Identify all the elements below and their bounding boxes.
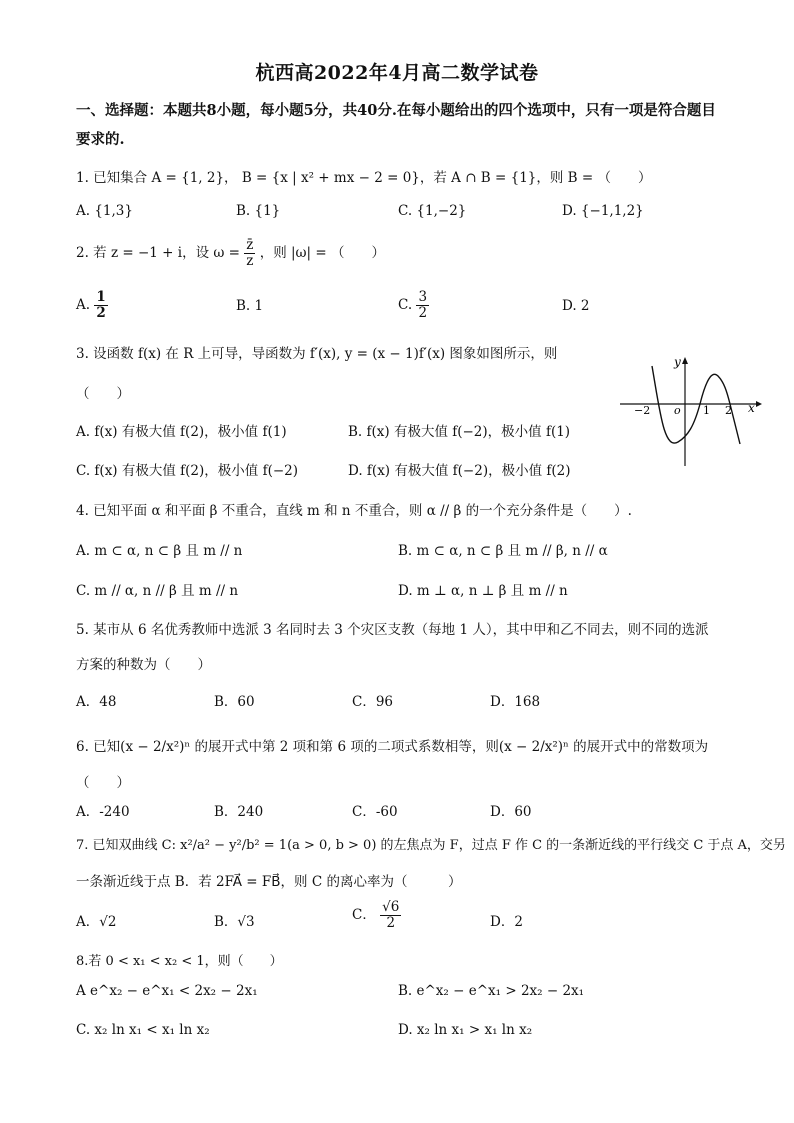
q7-option-b: B．√3 [214,914,255,930]
q2-stem-post: ，则 |ω| = （ ） [259,244,385,261]
y-axis-arrow [682,357,688,364]
q6-option-a: A．-240 [76,804,130,820]
q5-option-a: A．48 [76,694,117,710]
question-5-stem-line1: 5. 某市从 6 名优秀教师中选派 3 名同时去 3 个灾区支教（每地 1 人），其中甲和乙不同去，则不同的选派 [76,622,709,638]
q4-option-a: A. m ⊂ α, n ⊂ β 且 m // n [76,543,243,559]
origin-label: o [674,404,681,417]
question-5-stem-line2: 方案的种数为（ ） [76,657,211,673]
q2-fraction [244,238,255,269]
question-1-stem: 1. 已知集合 A = {1, 2}， B = {x | x² + mx − 2 = 0}，若 A ∩ B = {1}，则 B = （ ） [76,170,652,186]
q2-a-den: 2 [96,304,106,321]
q7-c-num: √6 [382,899,400,915]
question-3-stem: 3. 设函数 f(x) 在 R 上可导，导函数为 f′(x), y = (x − 1)f′(x) 图象如图所示，则 [76,346,558,362]
q3-option-d: D. f(x) 有极大值 f(−2)，极小值 f(2) [348,463,571,479]
exam-title: 杭西高2022年4月高二数学试卷 [255,62,539,84]
q5-option-c: C．96 [352,694,394,710]
q2-frac-den: z [246,252,254,269]
q6-option-b: B．240 [214,804,264,820]
q2-stem-pre: 2. 若 z = −1 + i，设 ω = [76,244,240,261]
q8-option-d: D. x₂ ln x₁ > x₁ ln x₂ [398,1022,533,1038]
q5-option-d: D．168 [490,694,541,710]
question-6-stem-line1: 6. 已知(x − 2/x²)ⁿ 的展开式中第 2 项和第 6 项的二项式系数相等，则(x − 2/x²)ⁿ 的展开式中的常数项为 [76,739,709,755]
section-heading: 一、选择题：本题共8小题，每小题5分，共40分.在每小题给出的四个选项中，只有一项是符合题目要求的. [76,102,716,148]
q7-c-label: C． [352,906,376,923]
question-8-stem: 8.若 0 < x₁ < x₂ < 1，则（ ） [76,954,283,969]
q7-c-den: 2 [386,914,396,931]
question-7-stem-line1: 7. 已知双曲线 C: x²/a² − y²/b² = 1(a > 0, b > 0) 的左焦点为 F，过点 F 作 C 的一条渐近线的平行线交 C 于点 A，交另 [76,838,786,853]
q2-frac-num: z̄ [246,237,254,253]
q6-option-d: D．60 [490,804,532,820]
q2-c-label: C. [398,296,413,313]
x-axis-arrow [756,401,762,407]
tick-neg2: −2 [634,404,651,417]
q2-c-num: 3 [418,289,428,305]
tick-2: 2 [725,404,732,417]
q2-a-label: A. [76,296,91,313]
q4-option-c: C. m // α, n // β 且 m // n [76,583,239,599]
q7-option-d: D．2 [490,914,523,930]
q5-option-b: B．60 [214,694,255,710]
q2-option-b: B. 1 [236,298,264,314]
q2-option-d: D. 2 [562,298,590,314]
q2-a-num: 1 [96,289,106,305]
question-7-stem-line2: 一条渐近线于点 B．若 2FA⃗ = FB⃗，则 C 的离心率为（ ） [76,874,462,890]
question-4-stem: 4. 已知平面 α 和平面 β 不重合，直线 m 和 n 不重合，则 α // β 的一个充分条件是（ ）. [76,503,632,519]
x-label: x [748,401,755,415]
q3-option-a: A. f(x) 有极大值 f(2)，极小值 f(1) [76,424,287,440]
q3-paren: （ ） [76,386,130,402]
q4-option-d: D. m ⊥ α, n ⊥ β 且 m // n [398,583,568,599]
question-2-stem [76,238,385,269]
q1-option-b: B. {1} [236,203,281,219]
q4-option-b: B. m ⊂ α, n ⊂ β 且 m // β, n // α [398,543,608,559]
q1-option-a: A. {1,3} [76,203,133,219]
q8-option-a: A e^x₂ − e^x₁ < 2x₂ − 2x₁ [76,983,258,999]
q2-option-a [76,290,108,321]
q3-function-graph [616,352,762,470]
q6-option-c: C．-60 [352,804,398,820]
question-6-stem-line2: （ ） [76,775,130,791]
q2-a-fraction [94,290,107,321]
q7-c-fraction [380,900,401,931]
q8-option-c: C. x₂ ln x₁ < x₁ ln x₂ [76,1022,210,1038]
q2-c-fraction [416,290,429,321]
q8-option-b: B. e^x₂ − e^x₁ > 2x₂ − 2x₁ [398,983,585,999]
q7-option-c [352,900,401,931]
q2-option-c [398,290,429,321]
q1-option-d: D. {−1,1,2} [562,203,644,219]
y-label: y [674,355,681,369]
tick-1: 1 [703,404,710,417]
q2-c-den: 2 [418,304,428,321]
q3-option-b: B. f(x) 有极大值 f(−2)，极小值 f(1) [348,424,571,440]
q1-option-c: C. {1,−2} [398,203,467,219]
q3-option-c: C. f(x) 有极大值 f(2)，极小值 f(−2) [76,463,298,479]
q7-option-a: A．√2 [76,914,117,930]
